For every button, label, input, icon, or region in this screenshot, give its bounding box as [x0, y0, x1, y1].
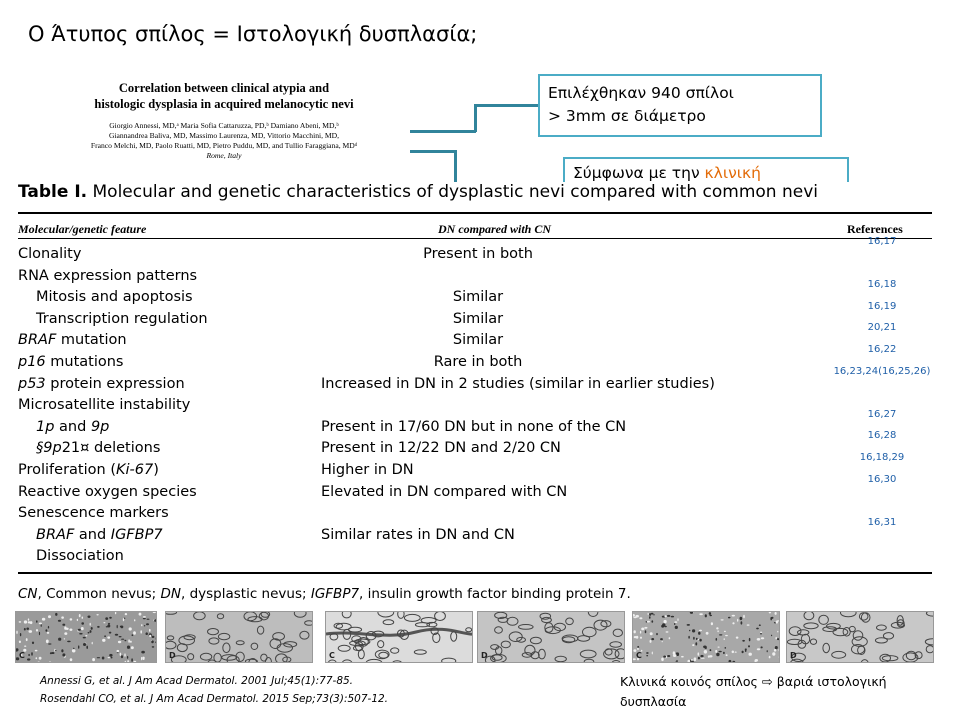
- table-title-label: Table I.: [18, 182, 88, 202]
- table-row-feature: Proliferation (Ki-67): [18, 462, 159, 478]
- table-row-reference[interactable]: 16,22: [867, 344, 897, 355]
- table-top-rule: [18, 212, 932, 214]
- connector-2-horizontal: [410, 150, 456, 153]
- histology-panel-label: C: [329, 651, 335, 660]
- paper-title: [30, 80, 418, 112]
- paper-affiliation: Rome, Italy: [206, 151, 242, 160]
- table-header-rule: [18, 238, 932, 239]
- table-row-comparison: Present in 12/22 DN and 2/20 CN: [321, 440, 561, 457]
- table-row-feature: 1p and 9p: [36, 418, 110, 435]
- table-row-feature: BRAF and IGFBP7: [36, 526, 163, 543]
- note-right-text: βαριά ιστολογική δυσπλασία: [620, 674, 887, 709]
- table-title: [18, 182, 818, 202]
- table-row-comparison: Similar rates in DN and CN: [321, 526, 515, 543]
- table-row-reference[interactable]: 16,23,24(16,25,26): [833, 365, 931, 377]
- histology-image: [632, 611, 780, 663]
- table-row-feature: Dissociation: [36, 548, 124, 565]
- header-compare: DN compared with CN: [438, 222, 552, 236]
- table-row-reference[interactable]: 20,21: [867, 322, 897, 334]
- table-footnote: CN, Common nevus; DN, dysplastic nevus; IGFBP7, insulin growth factor binding protein 7.: [18, 586, 631, 602]
- callout-clinical: [563, 157, 849, 185]
- slide-title: Ο Άτυπος σπίλος = Ιστολογική δυσπλασία;: [28, 22, 478, 46]
- paper-title-line-2: histologic dysplasia in acquired melanocytic nevi: [94, 97, 354, 111]
- paper-authors-line-1: Giorgio Annessi, MD,ᵃ Maria Sofia Cattaruzza, PD,ᵇ Damiano Abeni, MD,ᵇ: [109, 121, 339, 130]
- histology-panel-label: C: [636, 651, 642, 660]
- table-row-comparison: Elevated in DN compared with CN: [321, 483, 568, 500]
- table-row-comparison: Higher in DN: [321, 462, 414, 478]
- histology-panel-label: D: [790, 651, 797, 660]
- table-row-reference[interactable]: 16,17: [867, 236, 897, 247]
- table-row-reference[interactable]: 16,30: [867, 473, 897, 485]
- table-row-comparison: Similar: [452, 289, 504, 306]
- table-row-feature: Mitosis and apoptosis: [36, 289, 193, 306]
- table-row-feature: BRAF mutation: [18, 332, 127, 349]
- table-row-feature: Reactive oxygen species: [18, 483, 197, 500]
- table-row-feature: Transcription regulation: [36, 310, 208, 327]
- callout-selected-nevi: [538, 74, 822, 137]
- header-references: References: [847, 222, 903, 236]
- right-arrow-icon: ⇨: [761, 675, 773, 690]
- table-row-feature: p53 protein expression: [18, 375, 185, 392]
- histology-image: [165, 611, 313, 663]
- table-row-feature: Senescence markers: [18, 505, 169, 522]
- histology-panel-label: D: [481, 651, 488, 660]
- table-row-comparison: Similar: [452, 310, 504, 327]
- histology-image: [15, 611, 157, 663]
- table-row-reference[interactable]: 16,19: [867, 300, 897, 312]
- table-row-reference[interactable]: 16,18: [867, 279, 897, 291]
- reference-1: Annessi G, et al. J Am Acad Dermatol. 2001 Jul;45(1):77-85.: [40, 675, 354, 687]
- table-row-comparison: Similar: [452, 332, 504, 349]
- table-row-feature: p16 mutations: [18, 354, 124, 370]
- callout-2-highlight: κλινική: [704, 164, 761, 182]
- table-row-feature: RNA expression patterns: [18, 267, 198, 284]
- histology-image: [477, 611, 625, 663]
- table-row-comparison: Present in 17/60 DN but in none of the CN: [321, 418, 627, 435]
- table-row-reference[interactable]: 16,27: [867, 408, 897, 420]
- paper-authors: [30, 121, 418, 151]
- callout-2-prefix: Σύμφωνα με την: [573, 164, 705, 182]
- table-bottom-rule: [18, 572, 932, 574]
- table-row-comparison: Present in both: [423, 246, 533, 262]
- header-feature: Molecular/genetic feature: [18, 222, 147, 236]
- table-row-feature: Clonality: [18, 246, 82, 262]
- table-row-feature: §9p21¤ deletions: [36, 440, 161, 457]
- paper-title-line-1: Correlation between clinical atypia and: [118, 81, 330, 95]
- table-row-comparison: Rare in both: [433, 354, 523, 370]
- callout-1-line-1: Επιλέχθηκαν 940 σπίλοι: [548, 84, 734, 102]
- paper-authors-line-3: Franco Melchi, MD, Paolo Ruatti, MD, Pietro Puddu, MD, and Tullio Faraggiana, MDᵈ: [90, 141, 358, 150]
- histology-image: [325, 611, 473, 663]
- table-row-feature: Microsatellite instability: [18, 397, 191, 414]
- histology-panel-label: C: [19, 651, 25, 660]
- connector-2-vertical: [454, 150, 457, 184]
- paper-authors-line-2: Giannandrea Baliva, MD, Massimo Laurenza, MD, Vittorio Macchini, MD,: [108, 131, 340, 140]
- callout-1-line-2: > 3mm σε διάμετρο: [548, 107, 706, 125]
- histology-panel-label: D: [169, 651, 176, 660]
- table-row-reference[interactable]: 16,31: [867, 516, 897, 528]
- note-left-text: Κλινικά κοινός σπίλος: [620, 674, 762, 689]
- table-row-reference[interactable]: 16,28: [867, 430, 897, 442]
- paper-header: [30, 76, 418, 182]
- table-row-reference[interactable]: 16,18,29: [859, 452, 905, 463]
- reference-2: Rosendahl CO, et al. J Am Acad Dermatol. 2015 Sep;73(3):507-12.: [40, 693, 389, 705]
- table-block: [18, 182, 932, 602]
- table-row-comparison: Increased in DN in 2 studies (similar in earlier studies): [321, 375, 715, 392]
- connector-1-horizontal-b: [474, 104, 538, 107]
- table-title-text: Molecular and genetic characteristics of dysplastic nevi compared with common nevi: [87, 182, 818, 202]
- connector-1-horizontal-a: [410, 130, 476, 133]
- conclusion-note: [620, 672, 920, 711]
- references: [40, 672, 388, 708]
- histology-image: [786, 611, 934, 663]
- connector-1-vertical: [474, 104, 477, 132]
